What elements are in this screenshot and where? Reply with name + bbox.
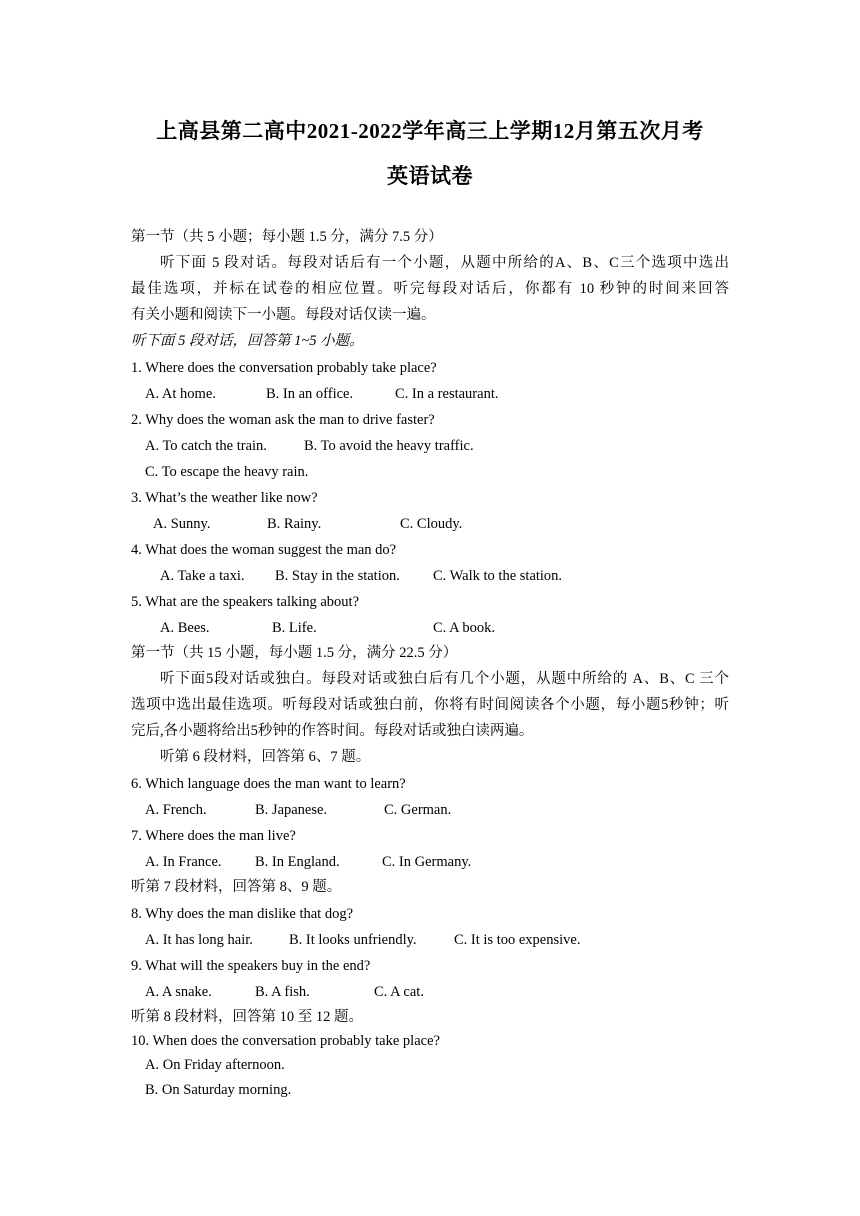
q5-option-b[interactable]: B. Life. xyxy=(272,620,317,636)
q6-option-a[interactable]: A. French. xyxy=(145,802,207,818)
q10-option-a[interactable]: A. On Friday afternoon. xyxy=(145,1057,285,1073)
question-2: 2. Why does the woman ask the man to drive faster? xyxy=(131,412,435,428)
q3-option-b[interactable]: B. Rainy. xyxy=(267,516,322,532)
q8-option-a[interactable]: A. It has long hair. xyxy=(145,932,253,948)
question-1: 1. Where does the conversation probably take place? xyxy=(131,360,437,376)
q9-option-c[interactable]: C. A cat. xyxy=(374,984,424,1000)
q4-option-b[interactable]: B. Stay in the station. xyxy=(275,568,400,584)
q10-option-b[interactable]: B. On Saturday morning. xyxy=(145,1082,292,1098)
q7-option-c[interactable]: C. In Germany. xyxy=(382,854,472,870)
q3-option-a[interactable]: A. Sunny. xyxy=(153,516,211,532)
section1-heading: 第一节（共 5 小题；每小题 1.5 分，满分 7.5 分） xyxy=(131,229,443,245)
q1-option-c[interactable]: C. In a restaurant. xyxy=(395,386,499,402)
q3-option-c[interactable]: C. Cloudy. xyxy=(400,516,463,532)
q2-option-a[interactable]: A. To catch the train. xyxy=(145,438,267,454)
question-7: 7. Where does the man live? xyxy=(131,828,296,844)
section1-instruction-line2: 最佳选项，并标在试卷的相应位置。听完每段对话后，你都有 10 秒钟的时间来回答 xyxy=(131,281,729,297)
section2-instruction-line1: 听下面5段对话或独白。每段对话或独白后有几个小题，从题中所给的 A、B、C 三个 xyxy=(160,671,729,687)
q9-option-b[interactable]: B. A fish. xyxy=(255,984,310,1000)
q8-option-c[interactable]: C. It is too expensive. xyxy=(454,932,581,948)
section1-instruction-line3: 有关小题和阅读下一小题。每段对话仅读一遍。 xyxy=(131,307,436,323)
exam-title: 上高县第二高中2021-2022学年高三上学期12月第五次月考 xyxy=(156,119,704,143)
section1-sub-instruction: 听下面 5 段对话，回答第 1~5 小题。 xyxy=(131,333,364,349)
section2-instruction-line2: 选项中选出最佳选项。听每段对话或独白前，你将有时间阅读各个小题，每小题5秒钟；听 xyxy=(131,697,729,713)
q5-option-a[interactable]: A. Bees. xyxy=(160,620,210,636)
material-6-instruction: 听第 6 段材料，回答第 6、7 题。 xyxy=(160,749,371,765)
q7-option-b[interactable]: B. In England. xyxy=(255,854,340,870)
q1-option-a[interactable]: A. At home. xyxy=(145,386,216,402)
question-4: 4. What does the woman suggest the man do? xyxy=(131,542,397,558)
q6-option-b[interactable]: B. Japanese. xyxy=(255,802,328,818)
q4-option-a[interactable]: A. Take a taxi. xyxy=(160,568,245,584)
question-10: 10. When does the conversation probably take place? xyxy=(131,1033,440,1049)
question-8: 8. Why does the man dislike that dog? xyxy=(131,906,354,922)
question-9: 9. What will the speakers buy in the end? xyxy=(131,958,371,974)
question-6: 6. Which language does the man want to learn? xyxy=(131,776,406,792)
question-3: 3. What’s the weather like now? xyxy=(131,490,318,506)
q7-option-a[interactable]: A. In France. xyxy=(145,854,222,870)
material-8-instruction: 听第 8 段材料，回答第 10 至 12 题。 xyxy=(131,1009,363,1025)
q9-option-a[interactable]: A. A snake. xyxy=(145,984,212,1000)
q6-option-c[interactable]: C. German. xyxy=(384,802,452,818)
question-5: 5. What are the speakers talking about? xyxy=(131,594,360,610)
q4-option-c[interactable]: C. Walk to the station. xyxy=(433,568,563,584)
q5-option-c[interactable]: C. A book. xyxy=(433,620,496,636)
section1-instruction-line1: 听下面 5 段对话。每段对话后有一个小题，从题中所给的A、B、C三个选项中选出 xyxy=(160,255,729,271)
section2-heading: 第一节（共 15 小题，每小题 1.5 分，满分 22.5 分） xyxy=(131,645,458,661)
exam-subtitle: 英语试卷 xyxy=(387,164,473,188)
material-7-instruction: 听第 7 段材料，回答第 8、9 题。 xyxy=(131,879,342,895)
section2-instruction-line3: 完后,各小题将给出5秒钟的作答时间。每段对话或独白读两遍。 xyxy=(131,723,534,739)
q2-option-c[interactable]: C. To escape the heavy rain. xyxy=(145,464,309,480)
q1-option-b[interactable]: B. In an office. xyxy=(266,386,354,402)
q2-option-b[interactable]: B. To avoid the heavy traffic. xyxy=(304,438,474,454)
q8-option-b[interactable]: B. It looks unfriendly. xyxy=(289,932,417,948)
